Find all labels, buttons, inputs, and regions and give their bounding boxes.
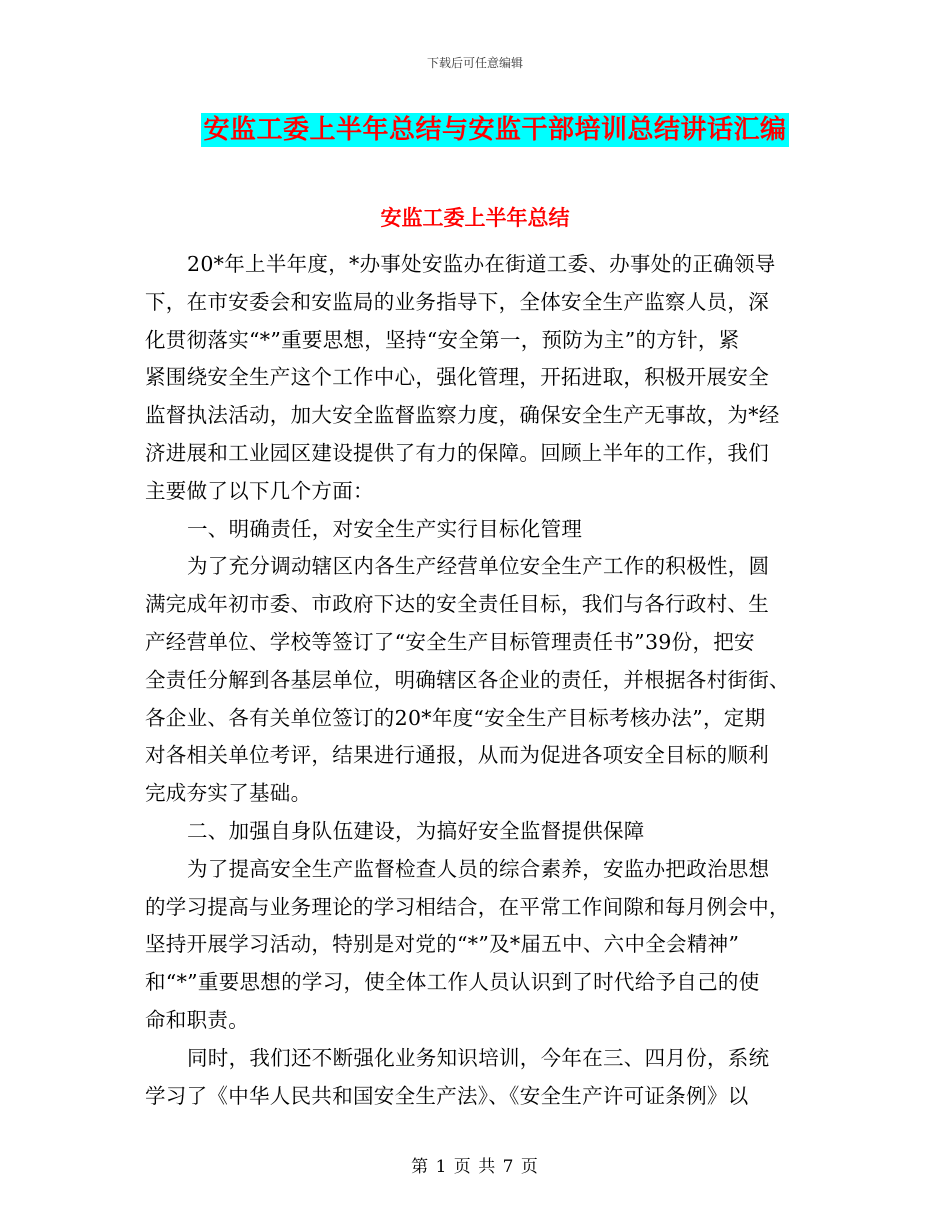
paragraph-line: 命和职责。: [145, 1007, 249, 1032]
header-note: 下载后可任意编辑: [426, 56, 523, 70]
section-title: 安监工委上半年总结: [380, 206, 570, 230]
paragraph-line: 和“*”重要思想的学习，使全体工作人员认识到了时代给予自己的使: [145, 970, 760, 995]
subheading-line: 一、明确责任，对安全生产实行目标化管理: [187, 516, 583, 541]
paragraph-line: 学习了《中华人民共和国安全生产法》、《安全生产许可证条例》以: [145, 1083, 749, 1108]
paragraph-line: 下，在市安委会和安监局的业务指导下，全体安全生产监察人员，深: [145, 289, 769, 314]
document-title: 安监工委上半年总结与安监干部培训总结讲话汇编: [203, 115, 787, 145]
document-title-block: [0, 113, 950, 147]
paragraph-line: 紧围绕安全生产这个工作中心，强化管理，开拓进取，积极开展安全: [145, 365, 769, 390]
paragraph-line: 满完成年初市委、市政府下达的安全责任目标，我们与各行政村、生: [145, 592, 769, 617]
paragraph-line: 主要做了以下几个方面：: [145, 478, 374, 503]
paragraph-line: 同时，我们还不断强化业务知识培训，今年在三、四月份，系统: [187, 1045, 770, 1070]
paragraph-line: 为了提高安全生产监督检查人员的综合素养，安监办把政治思想: [187, 856, 770, 881]
paragraph-line: 监督执法活动，加大安全监督监察力度，确保安全生产无事故，为*经: [145, 403, 780, 428]
paragraph-line: 对各相关单位考评，结果进行通报，从而为促进各项安全目标的顺利: [145, 743, 769, 768]
paragraph-line: 20*年上半年度，*办事处安监办在街道工委、办事处的正确领导: [187, 252, 776, 276]
paragraph-line: 的学习提高与业务理论的学习相结合，在平常工作间隙和每月例会中，: [145, 894, 790, 919]
paragraph-line: 完成夯实了基础。: [145, 781, 312, 806]
paragraph-line: 产经营单位、学校等签订了“安全生产目标管理责任书”39份，把安: [145, 629, 755, 654]
page-footer: 第 1 页 共 7 页: [411, 1157, 539, 1177]
paragraph-line: 化贯彻落实“*”重要思想，坚持“安全第一，预防为主”的方针，紧: [145, 327, 740, 352]
paragraph-line: 各企业、各有关单位签订的20*年度“安全生产目标考核办法”，定期: [145, 705, 766, 730]
paragraph-line: 济进展和工业园区建设提供了有力的保障。回顾上半年的工作，我们: [145, 440, 769, 465]
subheading-line: 二、加强自身队伍建设，为搞好安全监督提供保障: [187, 818, 645, 843]
body-text: [145, 246, 810, 1115]
paragraph-line: 全责任分解到各基层单位，明确辖区各企业的责任，并根据各村街街、: [145, 667, 790, 692]
paragraph-line: 坚持开展学习活动，特别是对党的“*”及*届五中、六中全会精神”: [145, 932, 740, 957]
paragraph-line: 为了充分调动辖区内各生产经营单位安全生产工作的积极性，圆: [187, 554, 770, 579]
